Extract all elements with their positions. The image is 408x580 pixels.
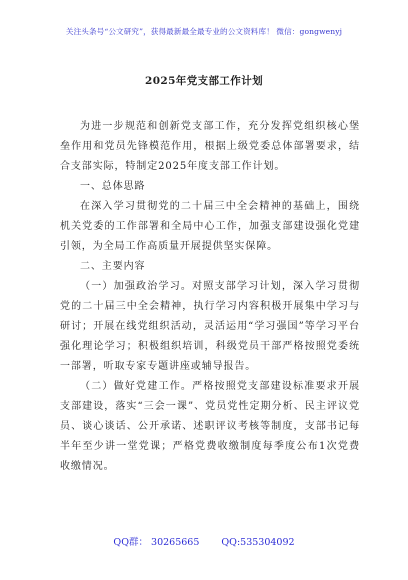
political-study-paragraph: （一）加强政治学习。对照支部学习计划，深入学习贯彻党的二十届三中全会精神，执行学习内容积极开展集中学习与研讨；开展在线党组织活动，灵活运用“学习强国”等学习平台强化理论学习；积极组织培训，科级党员干部严格按照党委统一部署，听取专家专题讲座或辅导报告。 bbox=[60, 281, 360, 372]
section-heading-overall-approach: 一、总体思路 bbox=[80, 181, 146, 192]
header-notice: 关注头条号“公文研究”，获得最新最全最专业的公文资料库！ 微信：gongwenyj bbox=[65, 27, 343, 36]
qq-number-text: QQ:535304092 bbox=[221, 537, 295, 548]
overall-approach-paragraph: 在深入学习贯彻党的二十届三中全会精神的基础上，围绕机关党委的工作部署和全局中心工作，加强支部建设强化党建引领，为全局工作高质量开展提供坚实保障。 bbox=[60, 201, 360, 252]
footer-contact bbox=[0, 534, 408, 548]
party-building-paragraph: （二）做好党建工作。严格按照党支部建设标准要求开展支部建设，落实“三会一课”、党员党性定期分析、民主评议党员、谈心谈话、公开承诺、述职评议考核等制度，支部书记每半年至少讲一堂党课；严格党费收缴制度每季度公布1次党费收缴情况。 bbox=[60, 381, 360, 472]
intro-paragraph: 为进一步规范和创新党支部工作，充分发挥党组织核心堡垒作用和党员先锋模范作用，根据上级党委总体部署要求，结合支部实际，特制定2025年度支部工作计划。 bbox=[60, 121, 360, 172]
section-heading-main-content: 二、主要内容 bbox=[80, 261, 146, 272]
qq-group-text: QQ群： 30265665 bbox=[113, 537, 200, 548]
document-body bbox=[60, 117, 360, 477]
document-title: 2025年党支部工作计划 bbox=[144, 75, 264, 87]
